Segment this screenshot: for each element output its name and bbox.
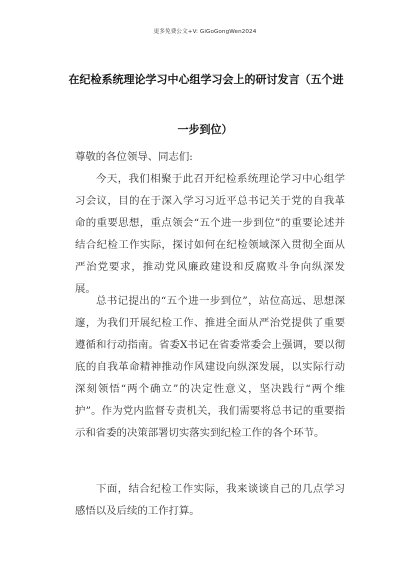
paragraph-five-steps: 总书记提出的“五个进一步到位”，站位高远、思想深邃，为我们开展纪检工作、推进全面从严治党提供了重要遵循和行动指南。省委X书记在省委常委会上强调，要以彻底的自我革命精神推动作风建设向纵深发展，以实际行动深刻领悟“两个确立”的决定性意义，坚决践行“两个维护”。作为党内监督专责机关，我们需要将总书记的重要指示和省委的决策部署切实落实到纪检工作的各个环节。 (75, 295, 345, 439)
document-title-continuation: 一步到位） (177, 123, 233, 136)
document-title: 在纪检系统理论学习中心组学习会上的研讨发言（五个进 (68, 73, 344, 86)
paragraph-intro: 今天，我们相聚于此召开纪检系统理论学习中心组学习会议，目的在于深入学习习近平总书记关于党的自我革命的重要思想，重点领会“五个进一步到位”的重要论述并结合纪检工作实际，探讨如何在纪检领域深入贯彻全面从严治党要求，推动党风廉政建设和反腐败斗争向纵深发展。 (75, 173, 345, 295)
header-note: 更多免费公文+V: GiGoGongWen2024 (153, 29, 257, 35)
paragraph-transition: 下面，结合纪检工作实际，我来谈谈自己的几点学习感悟以及后续的工作打算。 (75, 483, 345, 517)
salutation: 尊敬的各位领导、同志们: (75, 151, 193, 163)
